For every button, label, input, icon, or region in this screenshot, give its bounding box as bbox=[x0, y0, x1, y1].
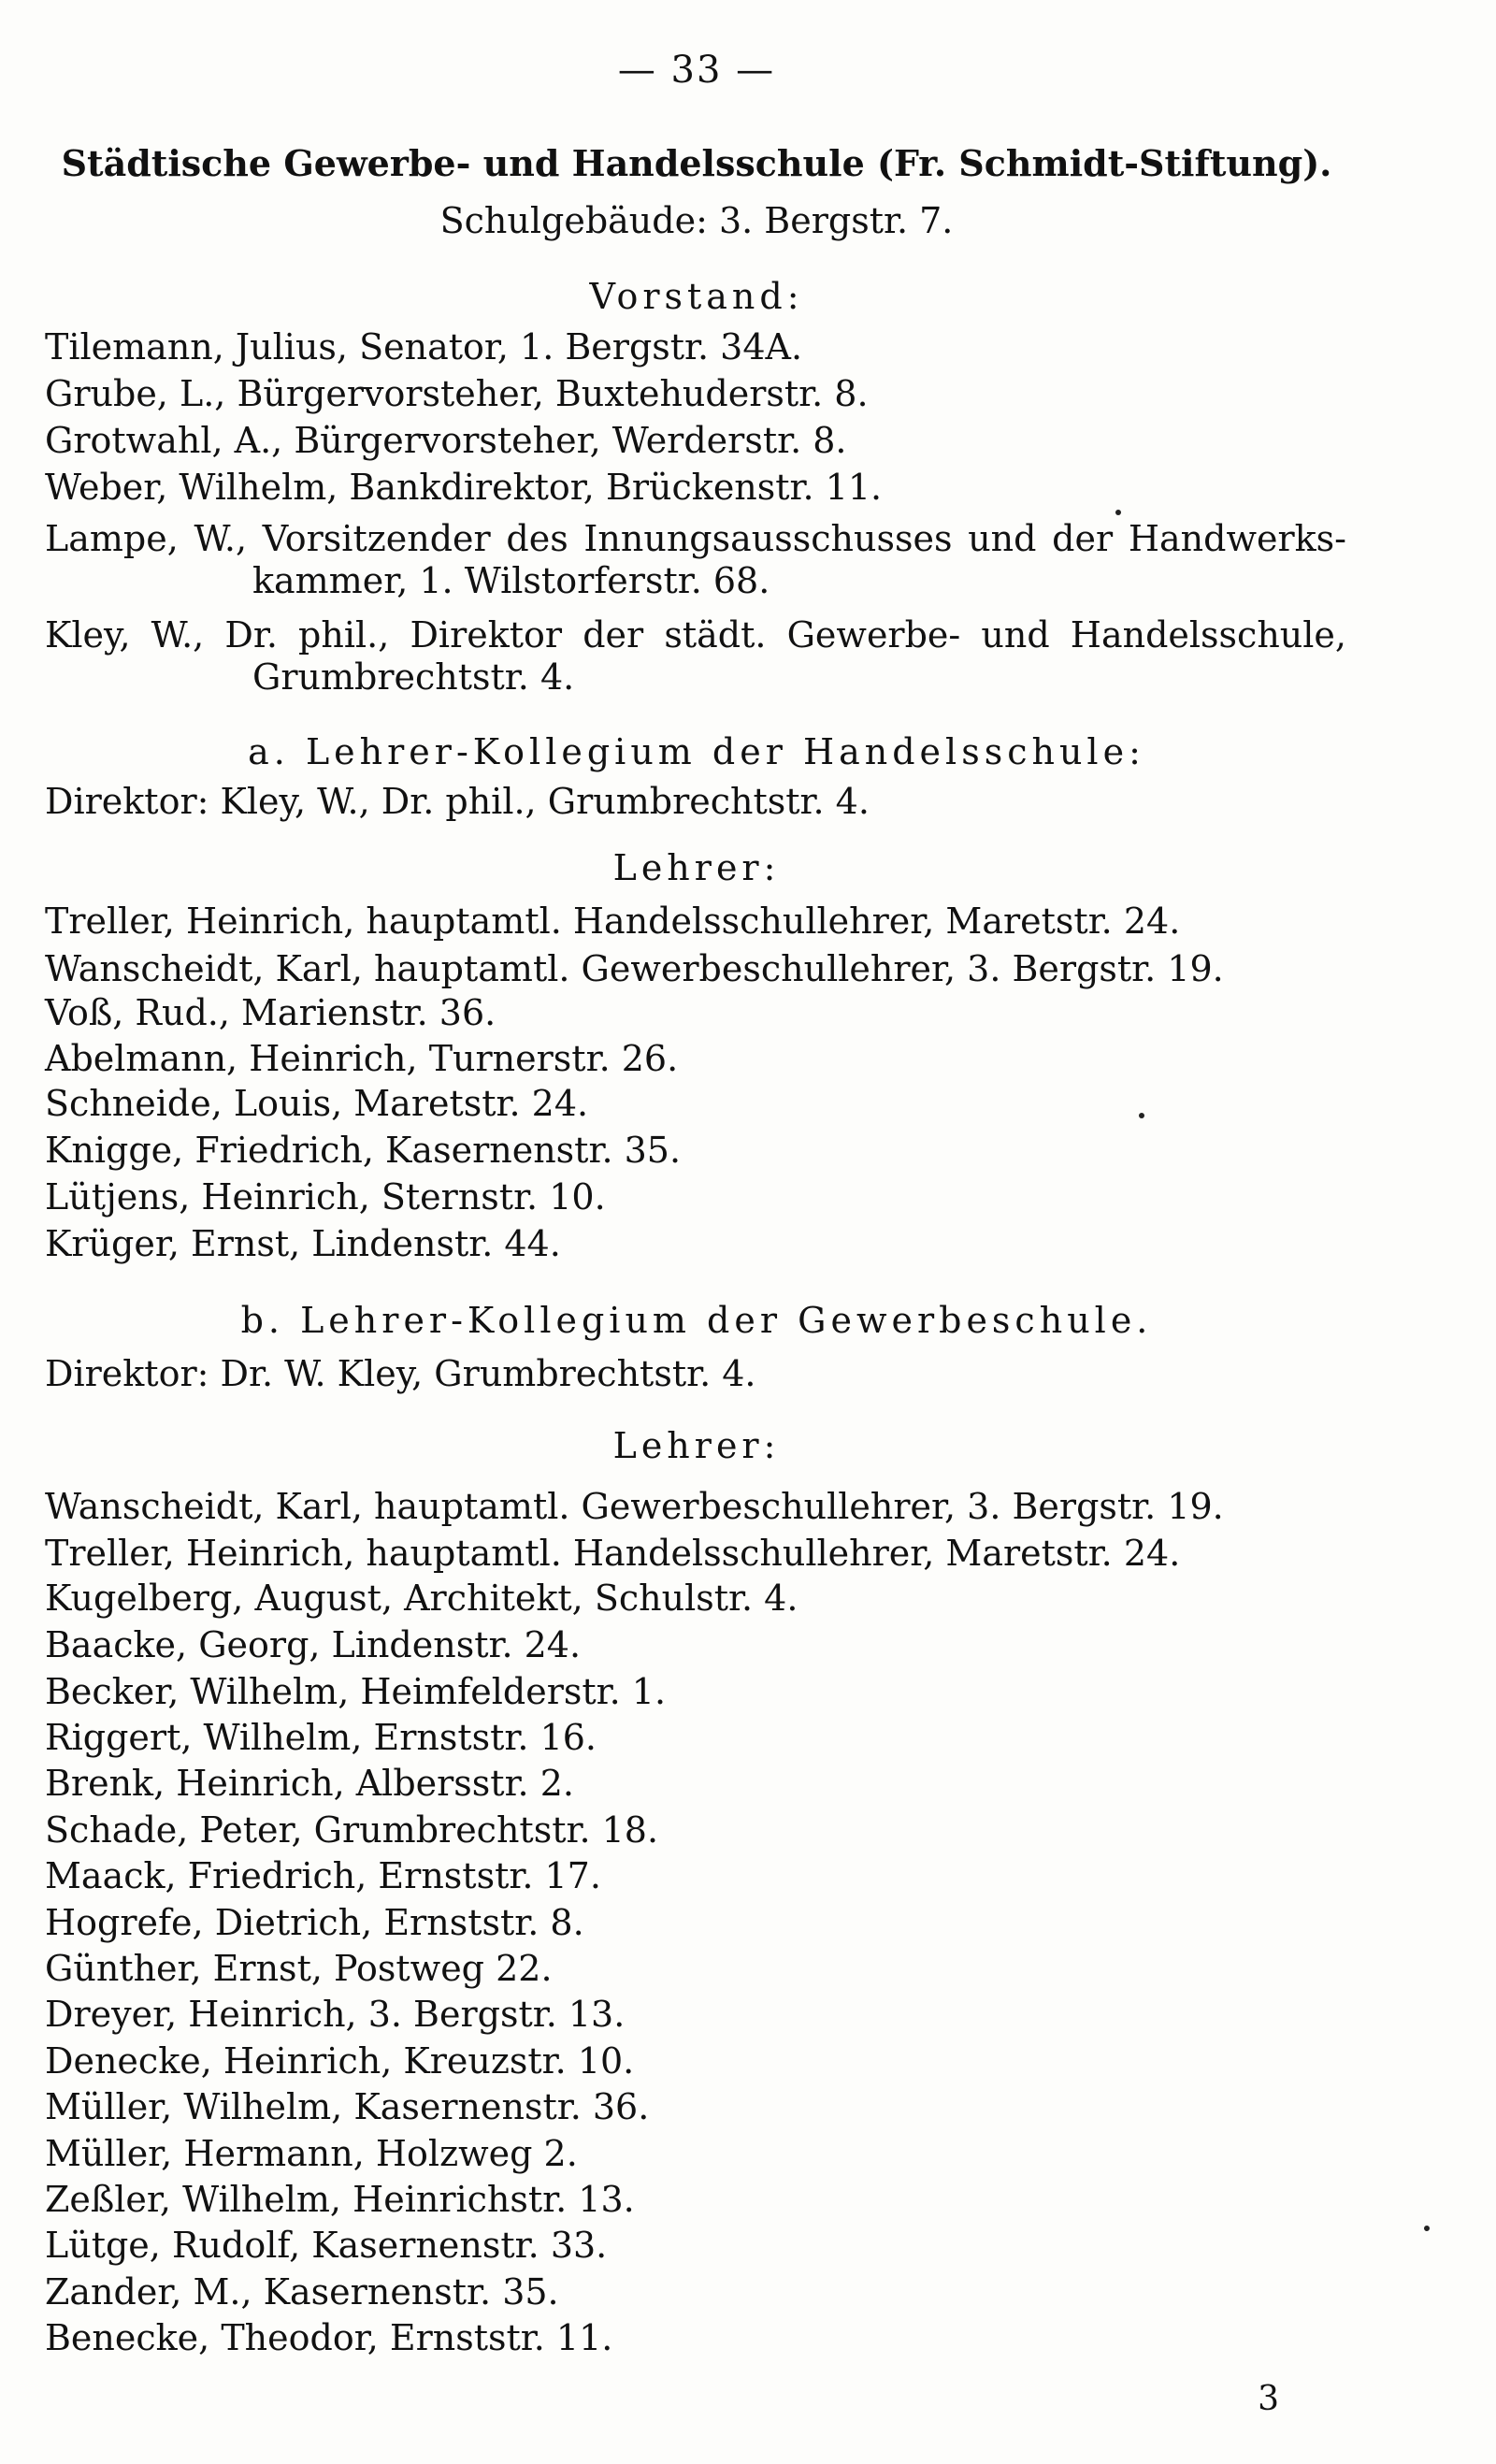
teacher-entry: Müller, Wilhelm, Kasernenstr. 36. bbox=[45, 2086, 650, 2127]
section-b-teachers-heading: Lehrer: bbox=[612, 1425, 781, 1466]
section-b-heading: b. Lehrer-Kollegium der Gewerbeschule. bbox=[240, 1300, 1153, 1341]
vorstand-line: Grotwahl, A., Bürgervorsteher, Werderstr. 8. bbox=[45, 420, 847, 461]
teacher-entry: Baacke, Georg, Lindenstr. 24. bbox=[45, 1624, 582, 1665]
page-subtitle: Schulgebäude: 3. Bergstr. 7. bbox=[439, 200, 954, 241]
vorstand-line: Weber, Wilhelm, Bankdirektor, Brückenstr. 11. bbox=[45, 467, 883, 508]
teacher-entry: Zander, M., Kasernenstr. 35. bbox=[45, 2271, 559, 2313]
teacher-entry: Knigge, Friedrich, Kasernenstr. 35. bbox=[45, 1130, 682, 1171]
teacher-entry: Benecke, Theodor, Ernststr. 11. bbox=[45, 2317, 613, 2358]
teacher-entry: Lütjens, Heinrich, Sternstr. 10. bbox=[45, 1176, 606, 1218]
print-speck bbox=[1424, 2226, 1430, 2231]
teacher-entry: Denecke, Heinrich, Kreuzstr. 10. bbox=[45, 2040, 635, 2082]
teacher-entry: Müller, Hermann, Holzweg 2. bbox=[45, 2133, 578, 2174]
teacher-entry: Zeßler, Wilhelm, Heinrichstr. 13. bbox=[45, 2179, 635, 2220]
section-a-teachers-heading: Lehrer: bbox=[612, 847, 781, 888]
section-a-director: Direktor: Kley, W., Dr. phil., Grumbrechtstr. 4. bbox=[45, 781, 870, 822]
vorstand-line: Kley, W., Dr. phil., Direktor der städt. Gewerbe- und Handelsschule, bbox=[45, 614, 1346, 656]
teacher-entry: Günther, Ernst, Postweg 22. bbox=[45, 1948, 553, 1989]
vorstand-line-continued: kammer, 1. Wilstorferstr. 68. bbox=[252, 560, 770, 601]
teacher-entry: Schneide, Louis, Maretstr. 24. bbox=[45, 1083, 589, 1124]
print-speck bbox=[1139, 1113, 1144, 1118]
print-speck bbox=[1115, 510, 1121, 515]
teacher-entry: Wanscheidt, Karl, hauptamtl. Gewerbeschullehrer, 3. Bergstr. 19. bbox=[45, 1486, 1224, 1527]
teacher-entry: Krüger, Ernst, Lindenstr. 44. bbox=[45, 1223, 561, 1264]
teacher-entry: Schade, Peter, Grumbrechtstr. 18. bbox=[45, 1809, 659, 1851]
teacher-entry: Riggert, Wilhelm, Ernststr. 16. bbox=[45, 1717, 597, 1758]
vorstand-line: Tilemann, Julius, Senator, 1. Bergstr. 34A. bbox=[45, 326, 803, 367]
teacher-entry: Lütge, Rudolf, Kasernenstr. 33. bbox=[45, 2225, 608, 2266]
teacher-entry: Treller, Heinrich, hauptamtl. Handelsschullehrer, Maretstr. 24. bbox=[45, 901, 1181, 942]
signature-mark: 3 bbox=[1258, 2380, 1279, 2418]
teacher-entry: Brenk, Heinrich, Albersstr. 2. bbox=[45, 1763, 574, 1804]
teacher-entry: Wanscheidt, Karl, hauptamtl. Gewerbeschullehrer, 3. Bergstr. 19. bbox=[45, 948, 1224, 989]
section-a-heading: a. Lehrer-Kollegium der Handelsschule: bbox=[248, 731, 1145, 772]
vorstand-heading: Vorstand: bbox=[589, 276, 804, 317]
teacher-entry: Maack, Friedrich, Ernststr. 17. bbox=[45, 1855, 601, 1896]
section-b-director: Direktor: Dr. W. Kley, Grumbrechtstr. 4. bbox=[45, 1353, 756, 1394]
teacher-entry: Dreyer, Heinrich, 3. Bergstr. 13. bbox=[45, 1994, 626, 2035]
teacher-entry: Treller, Heinrich, hauptamtl. Handelsschullehrer, Maretstr. 24. bbox=[45, 1533, 1181, 1574]
page-number: — 33 — bbox=[617, 49, 776, 92]
teacher-entry: Abelmann, Heinrich, Turnerstr. 26. bbox=[45, 1038, 679, 1079]
vorstand-line: Lampe, W., Vorsitzender des Innungsausschusses und der Handwerks- bbox=[45, 518, 1346, 559]
page-title: Städtische Gewerbe- und Handelsschule (Fr. Schmidt-Stiftung). bbox=[61, 142, 1332, 184]
vorstand-line: Grube, L., Bürgervorsteher, Buxtehuderstr. 8. bbox=[45, 373, 869, 414]
teacher-entry: Becker, Wilhelm, Heimfelderstr. 1. bbox=[45, 1671, 667, 1712]
vorstand-line-continued: Grumbrechtstr. 4. bbox=[252, 656, 575, 698]
teacher-entry: Hogrefe, Dietrich, Ernststr. 8. bbox=[45, 1902, 584, 1943]
teacher-entry: Voß, Rud., Marienstr. 36. bbox=[45, 992, 496, 1033]
teacher-entry: Kugelberg, August, Architekt, Schulstr. 4. bbox=[45, 1578, 798, 1619]
